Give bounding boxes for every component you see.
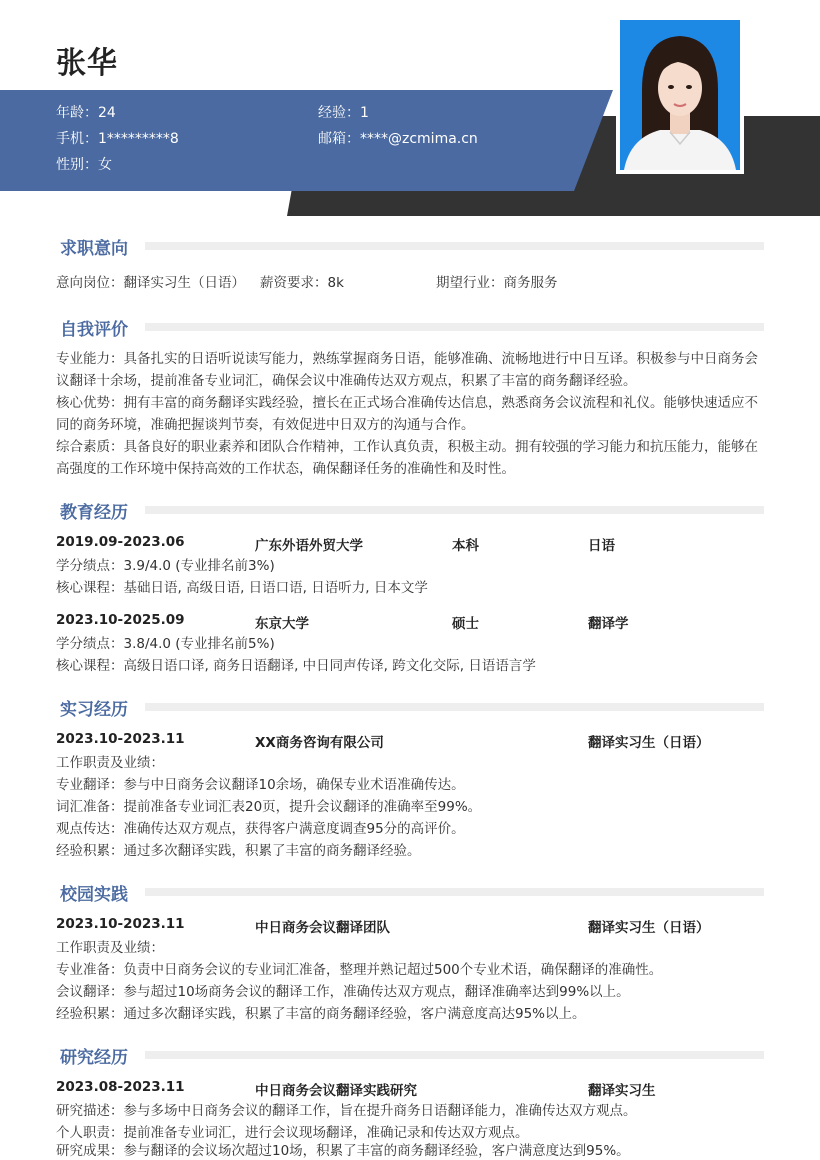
campus-role: 翻译实习生（日语） [588, 920, 710, 936]
edu-date: 2019.09-2023.06 [56, 534, 185, 550]
section-divider [145, 888, 764, 896]
research-role: 翻译实习生 [588, 1083, 656, 1099]
section-research [56, 1043, 764, 1067]
self-eval-paragraph: 综合素质：具备良好的职业素养和团队合作精神，工作认真负责，积极主动。拥有较强的学习能力和抗压能力，能够在高强度的工作环境中保持高效的工作状态，确保翻译任务的准确性和及时性。 [56, 439, 758, 477]
campus-line: 经验积累：通过多次翻译实践，积累了丰富的商务翻译经验，客户满意度高达95%以上。 [56, 1006, 586, 1022]
section-title: 求职意向 [60, 239, 128, 259]
age-field: 年龄：24 [56, 105, 116, 121]
campus-line: 会议翻译：参与超过10场商务会议的翻译工作，准确传达双方观点，翻译准确率达到99%以上。 [56, 984, 630, 1000]
campus-line: 专业准备：负责中日商务会议的专业词汇准备，整理并熟记超过500个专业术语，确保翻译的准确性。 [56, 962, 663, 978]
campus-line: 工作职责及业绩： [56, 940, 164, 956]
campus-org: 中日商务会议翻译团队 [255, 920, 390, 936]
intern-line: 工作职责及业绩： [56, 755, 164, 771]
edu-courses: 核心课程：基础日语, 高级日语, 日语口语, 日语听力, 日本文学 [56, 580, 428, 596]
intern-date: 2023.10-2023.11 [56, 731, 185, 747]
research-line: 研究描述：参与多场中日商务会议的翻译工作，旨在提升商务日语翻译能力，准确传达双方观点。 [56, 1103, 637, 1119]
edu-degree: 本科 [452, 538, 479, 554]
section-divider [145, 323, 764, 331]
section-internship [56, 695, 764, 719]
edu-courses: 核心课程：高级日语口译, 商务日语翻译, 中日同声传译, 跨文化交际, 日语语言学 [56, 658, 536, 674]
section-title: 研究经历 [60, 1048, 128, 1068]
section-campus [56, 880, 764, 904]
intern-role: 翻译实习生（日语） [588, 735, 710, 751]
section-divider [145, 506, 764, 514]
section-education [56, 498, 764, 522]
job-salary: 薪资要求：8k [260, 275, 344, 291]
job-position: 意向岗位：翻译实习生（日语） [56, 275, 245, 291]
self-eval-paragraph: 专业能力：具备扎实的日语听说读写能力，熟练掌握商务日语，能够准确、流畅地进行中日互译。积极参与中日商务会议翻译十余场，提前准备专业词汇，确保会议中准确传达双方观点，积累了丰富的商务翻译经验。 [56, 351, 758, 389]
section-divider [145, 1051, 764, 1059]
section-divider [145, 703, 764, 711]
edu-gpa: 学分绩点：3.9/4.0 (专业排名前3%) [56, 558, 275, 574]
research-date: 2023.08-2023.11 [56, 1079, 185, 1095]
research-line: 个人职责：提前准备专业词汇，进行会议现场翻译，准确记录和传达双方观点。 [56, 1125, 529, 1141]
intern-line: 词汇准备：提前准备专业词汇表20页，提升会议翻译的准确率至99%。 [56, 799, 482, 815]
intern-line: 专业翻译：参与中日商务会议翻译10余场，确保专业术语准确传达。 [56, 777, 465, 793]
edu-school: 东京大学 [255, 616, 309, 632]
research-line: 研究成果：参与翻译的会议场次超过10场，积累了丰富的商务翻译经验，客户满意度达到95%。 [56, 1143, 630, 1159]
section-title: 校园实践 [60, 885, 128, 905]
phone-field: 手机：1*********8 [56, 131, 179, 147]
edu-gpa: 学分绩点：3.8/4.0 (专业排名前5%) [56, 636, 275, 652]
portrait-icon [620, 20, 740, 170]
experience-field: 经验：1 [318, 105, 369, 121]
section-title: 教育经历 [60, 503, 128, 523]
self-eval-paragraph: 核心优势：拥有丰富的商务翻译实践经验，擅长在正式场合准确传达信息，熟悉商务会议流程和礼仪。能够快速适应不同的商务环境，准确把握谈判节奏，有效促进中日双方的沟通与合作。 [56, 395, 758, 433]
edu-school: 广东外语外贸大学 [255, 538, 363, 554]
section-title: 实习经历 [60, 700, 128, 720]
section-title: 自我评价 [60, 320, 128, 340]
research-org: 中日商务会议翻译实践研究 [255, 1083, 417, 1099]
section-divider [145, 242, 764, 250]
section-job-intent [56, 234, 764, 258]
section-self-eval [56, 315, 764, 339]
edu-major: 日语 [588, 538, 615, 554]
edu-date: 2023.10-2025.09 [56, 612, 185, 628]
candidate-name: 张华 [56, 46, 118, 81]
campus-date: 2023.10-2023.11 [56, 916, 185, 932]
intern-line: 观点传达：准确传达双方观点，获得客户满意度调查95分的高评价。 [56, 821, 465, 837]
job-industry: 期望行业：商务服务 [436, 275, 558, 291]
gender-field: 性别：女 [56, 157, 112, 173]
intern-org: XX商务咨询有限公司 [255, 735, 384, 751]
avatar [616, 16, 744, 174]
intern-line: 经验积累：通过多次翻译实践，积累了丰富的商务翻译经验。 [56, 843, 421, 859]
edu-major: 翻译学 [588, 616, 629, 632]
edu-degree: 硕士 [452, 616, 479, 632]
email-field: 邮箱：****@zcmima.cn [318, 131, 478, 147]
